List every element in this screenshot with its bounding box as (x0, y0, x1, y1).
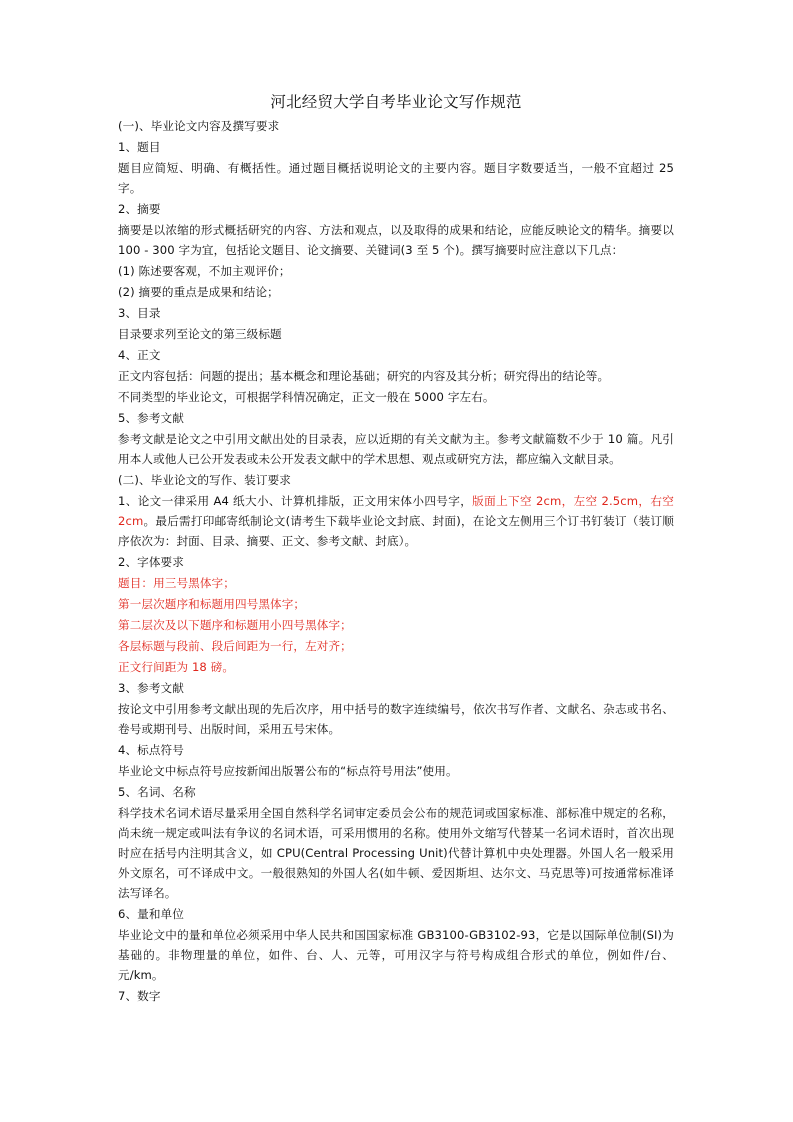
s1-item2-point1: (1) 陈述要客观，不加主观评价； (118, 264, 291, 278)
s2-item4-body: 毕业论文中标点符号应按新闻出版署公布的“标点符号用法”使用。 (118, 764, 458, 778)
s1-item4-body2: 不同类型的毕业论文，可根据学科情况确定，正文一般在 5000 字左右。 (118, 390, 495, 404)
s1-item1-heading: 1、题目 (118, 140, 161, 154)
s1-item2-body: 摘要是以浓缩的形式概括研究的内容、方法和观点，以及取得的成果和结论，应能反映论文的精华。摘要以 100 - 300 字为宜，包括论文题目、论文摘要、关键词(3 至 5 个)。撰写摘要时应注意以下几点： (118, 223, 674, 257)
s1-item5-body: 参考文献是论文之中引用文献出处的目录表，应以近期的有关文献为主。参考文献篇数不少于 10 篇。凡引用本人或他人已公开发表或未公开发表文献中的学术思想、观点或研究方法，都应编入文献目录。 (118, 432, 674, 466)
s2-item6-heading: 6、量和单位 (118, 907, 184, 921)
s1-item2-heading: 2、摘要 (118, 202, 161, 216)
s2-font-rule-level1: 第一层次题序和标题用四号黑体字； (118, 597, 306, 611)
s2-item1-body (118, 491, 674, 551)
s2-item1-margin-highlight: 版面上下空 2cm，左空 2.5cm，右空 2cm (118, 494, 674, 528)
s2-item1-text-after: 。最后需打印邮寄纸制论文(请考生下载毕业论文封底、封面)，在论文左侧用三个订书钉装订（装订顺序依次为：封面、目录、摘要、正文、参考文献、封底）。 (118, 514, 674, 548)
s1-item4-body1: 正文内容包括：问题的提出；基本概念和理论基础；研究的内容及其分析；研究得出的结论等。 (118, 369, 610, 383)
s2-item4-heading: 4、标点符号 (118, 743, 184, 757)
s2-font-rule-title: 题目：用三号黑体字； (118, 576, 235, 590)
s2-item2-heading: 2、字体要求 (118, 555, 184, 569)
s2-item6-body: 毕业论文中的量和单位必须采用中华人民共和国国家标准 GB3100-GB3102-93，它是以国际单位制(SI)为基础的。非物理量的单位，如件、台、人、元等，可用汉字与符号构成组合形式的单位，例如件/台、元/km。 (118, 928, 674, 982)
s2-item5-body: 科学技术名词术语尽量采用全国自然科学名词审定委员会公布的规范词或国家标准、部标准中规定的名称，尚未统一规定或叫法有争议的名词术语，可采用惯用的名称。使用外文缩写代替某一名词术语时，首次出现时应在括号内注明其含义，如 CPU(Central Processing Unit)代替计算机中央处理器。外国人名一般采用外文原名，可不译成中文。一般很熟知的外国人名(如牛顿、爱因斯坦、达尔文、马克思等)可按通常标准译法写译名。 (118, 806, 674, 900)
section1-heading: (一)、毕业论文内容及撰写要求 (118, 119, 280, 133)
s2-item5-heading: 5、名词、名称 (118, 785, 196, 799)
s2-font-rule-level2: 第二层次及以下题序和标题用小四号黑体字； (118, 618, 352, 632)
s2-item7-heading: 7、数字 (118, 989, 161, 1003)
s2-item1-text-before: 1、论文一律采用 A4 纸大小、计算机排版，正文用宋体小四号字， (118, 494, 473, 508)
s2-item3-heading: 3、参考文献 (118, 681, 184, 695)
s2-item3-body: 按论文中引用参考文献出现的先后次序，用中括号的数字连续编号，依次书写作者、文献名、杂志或书名、卷号或期刊号、出版时间，采用五号宋体。 (118, 702, 674, 736)
s1-item1-body: 题目应简短、明确、有概括性。通过题目概括说明论文的主要内容。题目字数要适当，一般不宜超过 25 字。 (118, 161, 674, 195)
document-page (118, 90, 674, 1007)
s2-font-rule-line-height: 正文行间距为 18 磅。 (118, 660, 235, 674)
s1-item3-body: 目录要求列至论文的第三级标题 (118, 327, 282, 341)
s1-item2-point2: (2) 摘要的重点是成果和结论； (118, 285, 279, 299)
s1-item5-heading: 5、参考文献 (118, 411, 184, 425)
s2-font-rule-spacing: 各层标题与段前、段后间距为一行，左对齐； (118, 639, 352, 653)
document-title: 河北经贸大学自考毕业论文写作规范 (270, 93, 522, 111)
s1-item4-heading: 4、正文 (118, 348, 161, 362)
s1-item3-heading: 3、目录 (118, 306, 161, 320)
section2-heading: (二)、毕业论文的写作、装订要求 (118, 473, 291, 487)
